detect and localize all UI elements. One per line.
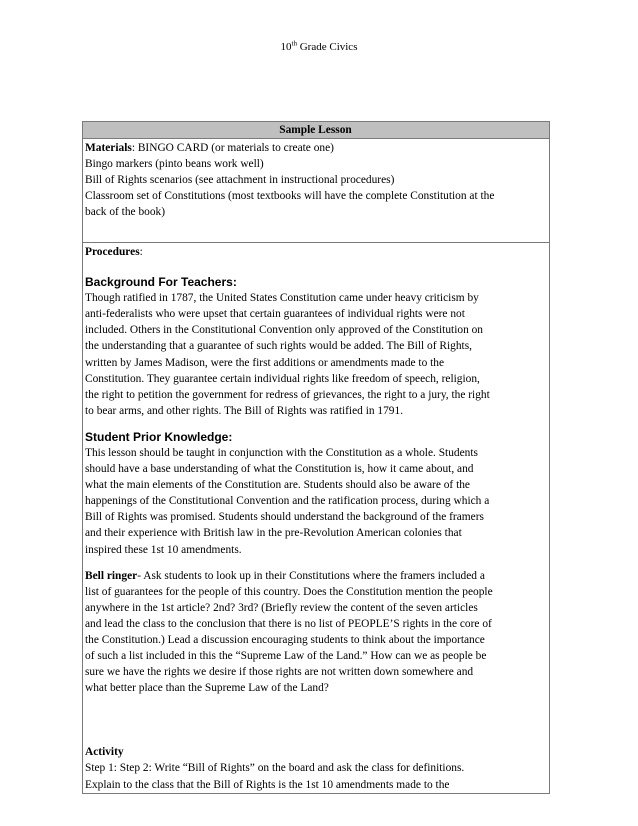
paragraph-line: Step 1: Step 2: Write “Bill of Rights” on the board and ask the class for definitions. <box>85 762 465 775</box>
background-heading: Background For Teachers: <box>85 275 237 290</box>
materials-first-item: : BINGO CARD (or materials to create one) <box>131 142 334 155</box>
bell-ringer-label: Bell ringer <box>85 569 138 582</box>
paragraph-line: the right to petition the government for redress of grievances, the right to a jury, the right <box>85 388 490 401</box>
bell-ringer-first-line <box>85 568 546 584</box>
activity-heading <box>85 744 546 760</box>
paragraph-line: and lead the class to the conclusion that there is no list of PEOPLE’S rights in the core of <box>85 617 492 630</box>
paragraph-line: This lesson should be taught in conjunction with the Constitution as a whole. Students <box>85 446 478 459</box>
grade-ordinal: th <box>291 39 297 48</box>
activity-label: Activity <box>85 746 124 759</box>
materials-item: Bingo markers (pinto beans work well) <box>85 158 264 171</box>
materials-section <box>83 139 550 243</box>
spacer <box>85 558 546 568</box>
paragraph-line: anti-federalists who were upset that certain guarantees of individual rights were not <box>85 308 465 321</box>
materials-item: Classroom set of Constitutions (most textbooks will have the complete Constitution at the <box>85 190 495 203</box>
paragraph-line: the understanding that a guarantee of such rights would be added. The Bill of Rights, <box>85 340 472 353</box>
materials-item: back of the book) <box>85 206 166 219</box>
procedures-colon: : <box>139 246 143 259</box>
paragraph-line: included. Others in the Constitutional Convention only approved of the Constitution on <box>85 324 483 337</box>
materials-label: Materials <box>85 142 132 155</box>
grade-subject: Grade Civics <box>296 41 358 53</box>
paragraph-line: Explain to the class that the Bill of Rights is the 1st 10 amendments made to the <box>85 778 450 791</box>
prior-knowledge-heading: Student Prior Knowledge: <box>85 429 233 444</box>
grade-number: 10 <box>280 41 292 53</box>
materials-first-line <box>85 140 546 156</box>
background-paragraph <box>85 290 546 419</box>
paragraph-line: what better place than the Supreme Law of the Land? <box>85 682 329 695</box>
paragraph-line: the Constitution.) Lead a discussion encouraging students to think about the importance <box>85 633 485 646</box>
procedures-section <box>83 243 550 794</box>
bell-ringer-first-text: - Ask students to look up in their Constitutions where the framers included a <box>137 569 485 582</box>
page-header <box>0 40 638 54</box>
paragraph-line: Bill of Rights was promised. Students should understand the background of the framers <box>85 511 484 524</box>
spacer <box>85 419 546 429</box>
paragraph-line: anywhere in the 1st article? 2nd? 3rd? (Briefly review the content of the seven articles <box>85 601 478 614</box>
paragraph-line: what the main elements of the Constitution are. Students should also be aware of the <box>85 479 470 492</box>
bell-ringer-paragraph <box>85 568 546 697</box>
paragraph-line: inspired these 1st 10 amendments. <box>85 543 242 556</box>
paragraph-line: sure we have the rights we desire if those rights are not written down somewhere and <box>85 666 474 679</box>
paragraph-line: written by James Madison, were the first additions or amendments made to the <box>85 356 445 369</box>
paragraph-line: happenings of the Constitutional Convention and the ratification process, during which a <box>85 495 490 508</box>
spacer <box>85 260 546 274</box>
materials-item: Bill of Rights scenarios (see attachment in instructional procedures) <box>85 174 395 187</box>
procedures-label: Procedures <box>85 246 140 259</box>
paragraph-line: Constitution. They guarantee certain individual rights like freedom of speech, religion, <box>85 372 480 385</box>
paragraph-line: and their experience with British law in the pre-Revolution American colonies that <box>85 527 462 540</box>
paragraph-line: should have a base understanding of what the Constitution is, how it came about, and <box>85 463 474 476</box>
procedures-heading <box>85 244 546 260</box>
paragraph-line: of such a list included in this the “Supreme Law of the Land.” How can we as people be <box>85 650 487 663</box>
paragraph-line: list of guarantees for the people of this country. Does the Constitution mention the people <box>85 585 493 598</box>
paragraph-line: to bear arms, and other rights. The Bill of Rights was ratified in 1791. <box>85 404 404 417</box>
spacer <box>85 696 546 744</box>
lesson-table <box>82 121 550 794</box>
prior-knowledge-paragraph <box>85 445 546 558</box>
lesson-title: Sample Lesson <box>83 122 550 139</box>
paragraph-line: Though ratified in 1787, the United States Constitution came under heavy criticism by <box>85 292 479 305</box>
